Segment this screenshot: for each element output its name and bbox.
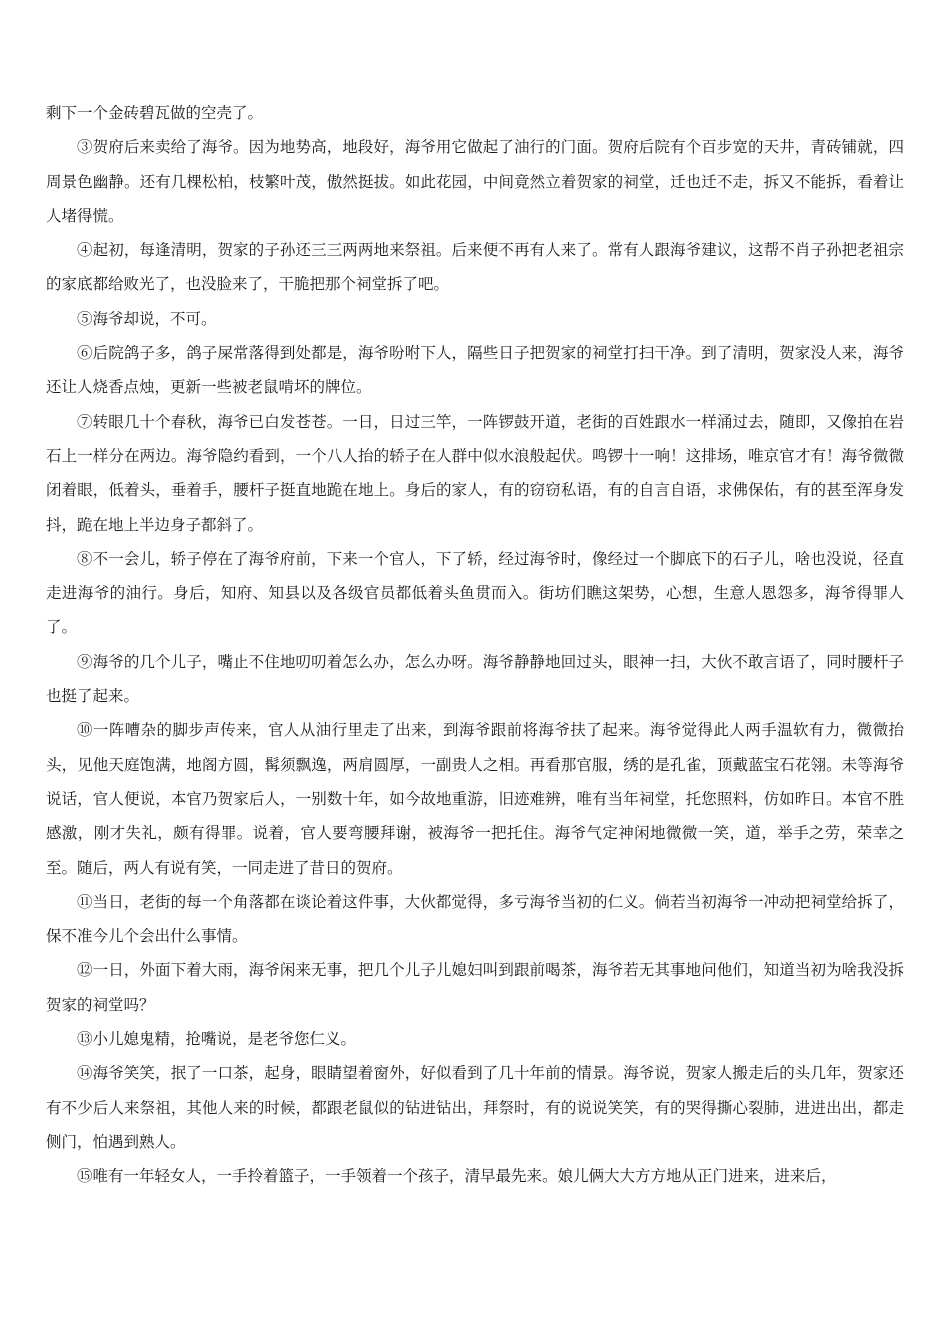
paragraph-3: ③贺府后来卖给了海爷。因为地势高，地段好，海爷用它做起了油行的门面。贺府后院有个百步宽的天井，青砖铺就，四周景色幽静。还有几棵松柏，枝繁叶茂，傲然挺拔。如此花园，中间竟然立着贺家的祠堂，迁也迁不走，拆又不能拆，看着让人堵得慌。: [46, 138, 904, 225]
paragraph-11: ⑪当日，老街的每一个角落都在谈论着这件事，大伙都觉得，多亏海爷当初的仁义。倘若当初海爷一冲动把祠堂给拆了，保不准今儿个会出什么事情。: [46, 892, 904, 946]
paragraph-14: ⑭海爷笑笑，抿了一口茶，起身，眼睛望着窗外，好似看到了几十年前的情景。海爷说，贺家人搬走后的头几年，贺家还有不少后人来祭祖，其他人来的时候，都跟老鼠似的钻进钻出，拜祭时，有的说说笑笑，有的哭得撕心裂肺，进进出出，都走侧门，怕遇到熟人。: [46, 1064, 904, 1151]
paragraph-4: ④起初，每逢清明，贺家的子孙还三三两两地来祭祖。后来便不再有人来了。常有人跟海爷建议，这帮不肖子孙把老祖宗的家底都给败光了，也没脸来了，干脆把那个祠堂拆了吧。: [46, 241, 904, 294]
paragraph-12: ⑫一日，外面下着大雨，海爷闲来无事，把几个儿子儿媳妇叫到跟前喝茶，海爷若无其事地问他们，知道当初为啥我没拆贺家的祠堂吗？: [46, 961, 904, 1014]
paragraph-7: ⑦转眼几十个春秋，海爷已白发苍苍。一日，日过三竿，一阵锣鼓开道，老街的百姓跟水一样涌过去，随即，又像拍在岩石上一样分在两边。海爷隐约看到，一个八人抬的轿子在人群中似水浪般起伏。鸣锣十一响！这排场，唯京官才有！海爷微微闭着眼，低着头，垂着手，腰杆子挺直地跪在地上。身后的家人，有的窃窃私语，有的自言自语，求佛保佑，有的甚至浑身发抖，跪在地上半边身子都斜了。: [46, 412, 904, 534]
paragraph-15: ⑮唯有一年轻女人，一手拎着篮子，一手领着一个孩子，清早最先来。娘儿俩大大方方地从正门进来，进来后，: [77, 1167, 837, 1186]
paragraph-13: ⑬小儿媳鬼精，抢嘴说，是老爷您仁义。: [77, 1030, 357, 1049]
paragraph-8: ⑧不一会儿，轿子停在了海爷府前，下来一个官人，下了轿，经过海爷时，像经过一个脚底下的石子儿，啥也没说，径直走进海爷的油行。身后，知府、知县以及各级官员都低着头鱼贯而入。街坊们瞧这架势，心想，生意人恩怨多，海爷得罪人了。: [46, 549, 904, 637]
paragraph-10: ⑩一阵嘈杂的脚步声传来，官人从油行里走了出来，到海爷跟前将海爷扶了起来。海爷觉得此人两手温软有力，微微抬头，见他天庭饱满，地阁方圆，髯须飘逸，两肩圆厚，一副贵人之相。再看那官服，绣的是孔雀，顶戴蓝宝石花翎。未等海爷说话，官人便说，本官乃贺家后人，一别数十年，如今故地重游，旧迹难辨，唯有当年祠堂，托您照料，仿如昨日。本官不胜感激，刚才失礼，颇有得罪。说着，官人要弯腰拜谢，被海爷一把托住。海爷气定神闲地微微一笑，道，举手之劳，荣幸之至。随后，两人有说有笑，一同走进了昔日的贺府。: [46, 721, 904, 877]
document-page: [46, 96, 904, 1194]
paragraph-5: ⑤海爷却说，不可。: [77, 309, 217, 328]
paragraph-6: ⑥后院鸽子多，鸽子屎常落得到处都是，海爷吩咐下人，隔些日子把贺家的祠堂打扫干净。到了清明，贺家没人来，海爷还让人烧香点烛，更新一些被老鼠啃坏的牌位。: [46, 344, 904, 397]
paragraph-9: ⑨海爷的几个儿子，嘴止不住地叨叨着怎么办，怎么办呀。海爷静静地回过头，眼神一扫，大伙不敢言语了，同时腰杆子也挺了起来。: [46, 652, 904, 706]
paragraph-continuation: 剩下一个金砖碧瓦做的空壳了。: [46, 104, 264, 122]
